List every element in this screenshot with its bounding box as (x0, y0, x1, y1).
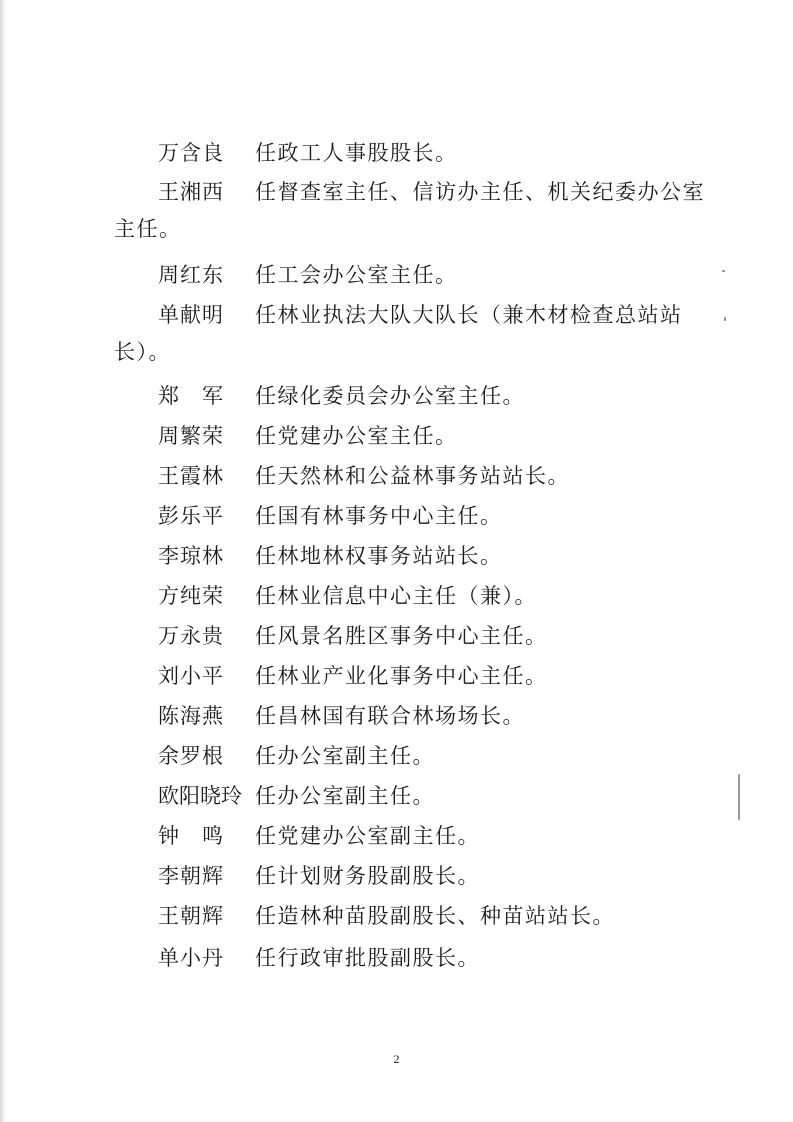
appointee-name: 李朝辉 (158, 864, 224, 888)
appointment-duty: 任计划财务股副股长。 (255, 864, 480, 888)
appointee-name: 单小丹 (158, 946, 224, 970)
appointee-name: 刘小平 (158, 664, 224, 688)
appointment-duty: 任绿化委员会办公室主任。 (255, 384, 525, 408)
scan-speck (722, 270, 725, 272)
appointee-name: 万永贵 (158, 624, 224, 648)
scan-mark (738, 774, 740, 820)
appointment-duty: 任造林种苗股副股长、种苗站站长。 (255, 904, 615, 928)
appointment-duty: 任行政审批股副股长。 (255, 946, 480, 970)
appointee-name: 王湘西 (158, 180, 224, 204)
appointment-duty: 任督查室主任、信访办主任、机关纪委办公室 (255, 180, 705, 204)
appointee-name: 余罗根 (158, 744, 224, 768)
appointee-name: 王霞林 (158, 464, 224, 488)
scan-speck (724, 317, 726, 321)
appointment-duty-continuation: 长）。 (114, 340, 171, 364)
appointee-name: 李琼林 (158, 544, 224, 568)
appointee-name: 钟 鸣 (158, 824, 224, 848)
appointment-duty: 任昌林国有联合林场场长。 (255, 704, 525, 728)
appointment-duty: 任办公室副主任。 (255, 784, 435, 808)
appointment-duty: 任政工人事股股长。 (255, 141, 458, 165)
appointment-duty: 任工会办公室主任。 (255, 263, 458, 287)
appointment-duty: 任党建办公室副主任。 (255, 824, 480, 848)
appointee-name: 郑 军 (158, 384, 224, 408)
appointment-duty: 任林业信息中心主任（兼）。 (255, 584, 537, 608)
appointee-name: 彭乐平 (158, 504, 224, 528)
appointee-name: 方纯荣 (158, 584, 224, 608)
appointment-duty: 任林业执法大队大队长（兼木材检查总站站 (255, 303, 683, 327)
appointee-name: 周繁荣 (158, 424, 224, 448)
appointee-name: 周红东 (158, 263, 224, 287)
appointee-name: 万含良 (158, 141, 224, 165)
appointment-duty: 任天然林和公益林事务站站长。 (255, 464, 570, 488)
appointment-duty: 任林业产业化事务中心主任。 (255, 664, 548, 688)
appointment-duty: 任林地林权事务站站长。 (255, 544, 503, 568)
appointment-duty: 任风景名胜区事务中心主任。 (255, 624, 548, 648)
page-number: 2 (393, 1052, 400, 1066)
appointment-duty: 任党建办公室主任。 (255, 424, 458, 448)
appointment-duty: 任办公室副主任。 (255, 744, 435, 768)
appointee-name: 陈海燕 (158, 704, 224, 728)
scan-edge-shadow (0, 0, 6, 1122)
appointee-name: 欧阳晓玲 (158, 784, 242, 808)
appointee-name: 单献明 (158, 303, 224, 327)
appointee-name: 王朝辉 (158, 904, 224, 928)
appointment-duty: 任国有林事务中心主任。 (255, 504, 503, 528)
appointment-duty-continuation: 主任。 (114, 217, 182, 241)
